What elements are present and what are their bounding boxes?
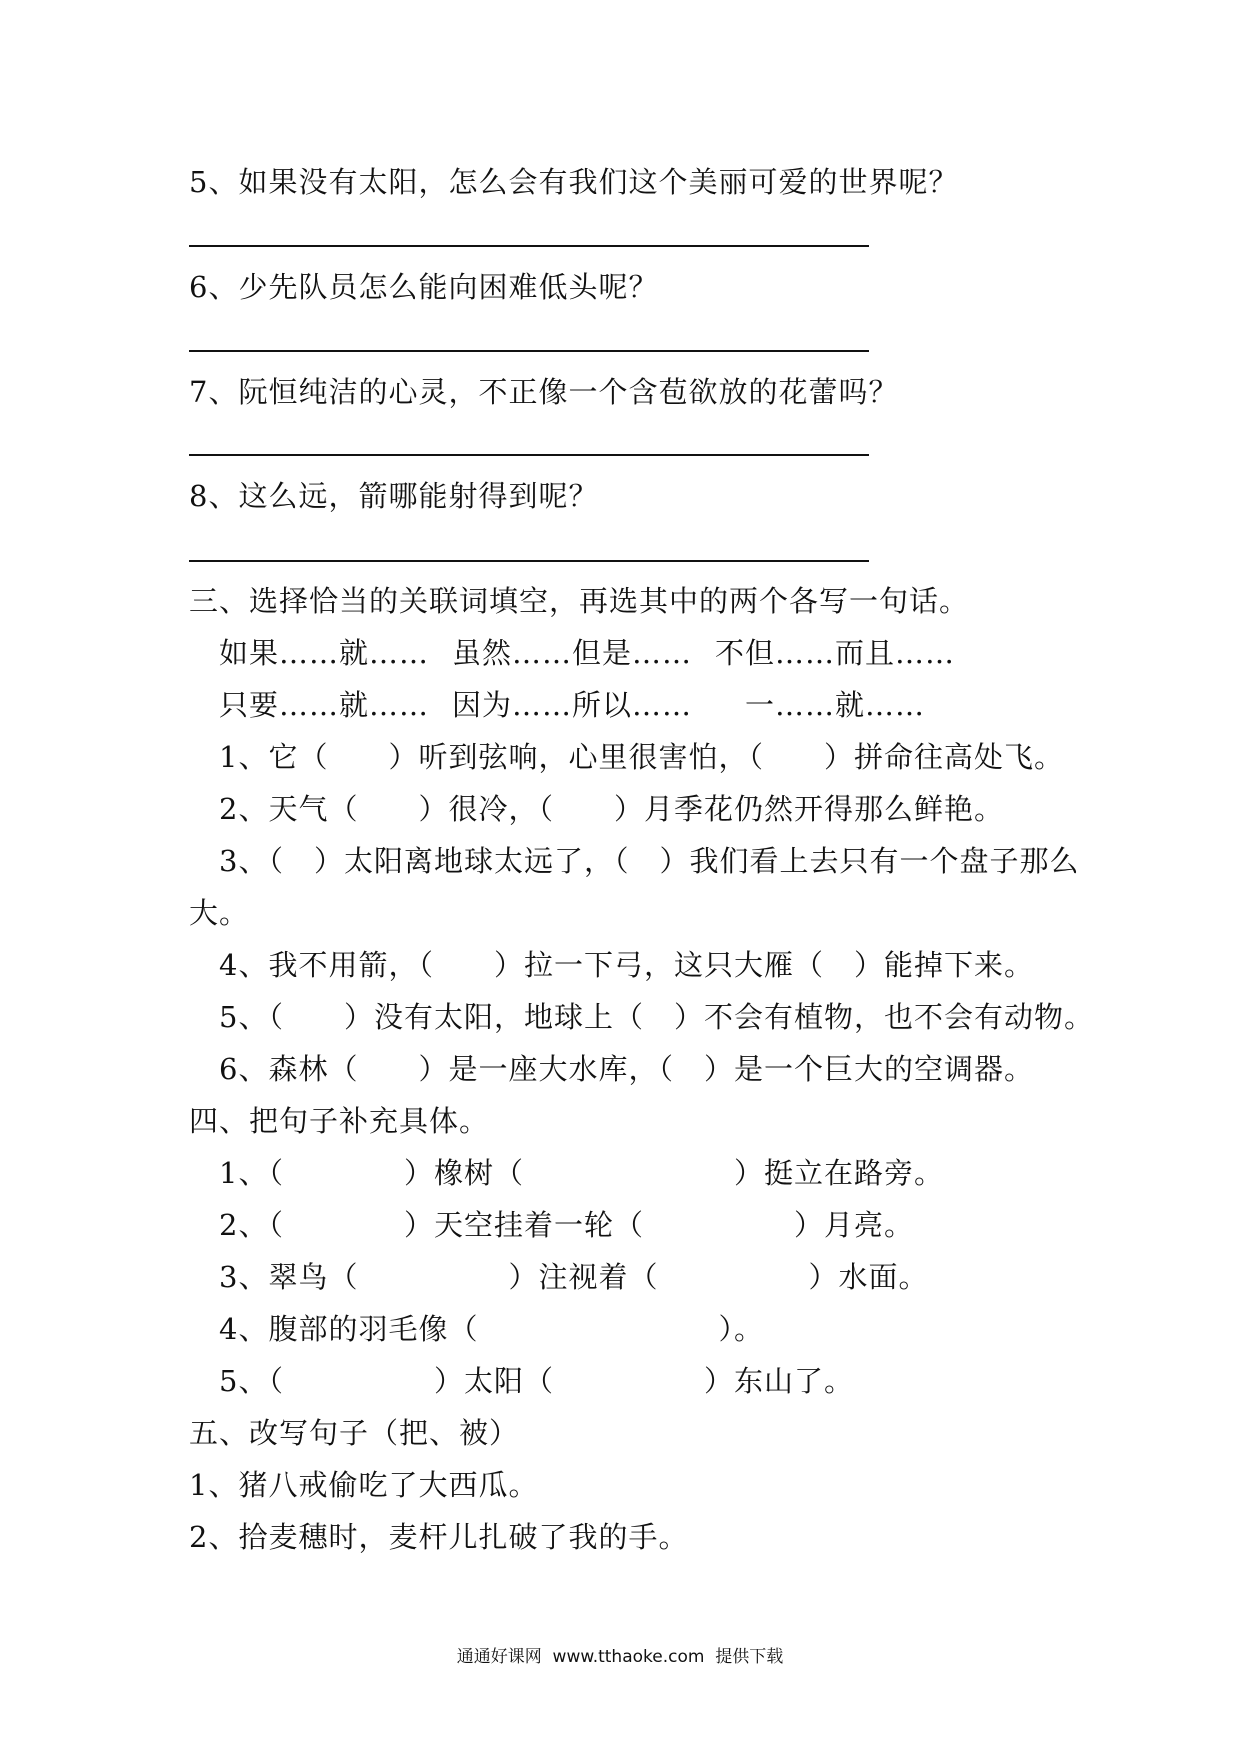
answer-line-5 xyxy=(189,245,869,247)
expand-item: 1、（ ）橡树（ ）挺立在路旁。 xyxy=(219,1156,944,1190)
answer-line-6 xyxy=(189,350,869,352)
fill-item: 2、天气（ ）很冷，（ ）月季花仍然开得那么鲜艳。 xyxy=(219,792,1004,826)
answer-line-8 xyxy=(189,560,869,562)
conjunction-option: 虽然……但是…… xyxy=(452,636,693,670)
question-5: 5、如果没有太阳，怎么会有我们这个美丽可爱的世界呢？ xyxy=(189,165,959,199)
answer-line-7 xyxy=(189,454,869,456)
fill-item: 6、森林（ ）是一座大水库，（ ）是一个巨大的空调器。 xyxy=(219,1052,1034,1086)
question-7: 7、阮恒纯洁的心灵，不正像一个含苞欲放的花蕾吗？ xyxy=(189,375,899,409)
rewrite-item: 2、拾麦穗时，麦杆儿扎破了我的手。 xyxy=(189,1520,689,1554)
fill-item: 4、我不用箭，（ ）拉一下弓，这只大雁（ ）能掉下来。 xyxy=(219,948,1034,982)
footer-credit: 通通好课网 www.tthaoke.com 提供下载 xyxy=(456,1647,784,1667)
section-3-title: 三、选择恰当的关联词填空，再选其中的两个各写一句话。 xyxy=(189,584,970,618)
expand-item: 2、（ ）天空挂着一轮（ ）月亮。 xyxy=(219,1208,914,1242)
fill-item: 3、（ ）太阳离地球太远了，（ ）我们看上去只有一个盘子那么 xyxy=(219,844,1080,878)
expand-item: 5、（ ）太阳（ ）东山了。 xyxy=(219,1364,854,1398)
conjunction-option: 因为……所以…… xyxy=(452,688,693,722)
fill-item: 1、它（ ）听到弦响，心里很害怕，（ ）拼命往高处飞。 xyxy=(219,740,1064,774)
question-6: 6、少先队员怎么能向困难低头呢？ xyxy=(189,270,659,304)
conjunction-option: 一……就…… xyxy=(745,688,926,722)
section-5-title: 五、改写句子（把、被） xyxy=(189,1416,520,1450)
fill-item: 5、（ ）没有太阳，地球上（ ）不会有植物，也不会有动物。 xyxy=(219,1000,1094,1034)
section-4-title: 四、把句子补充具体。 xyxy=(189,1104,490,1138)
fill-item-continuation: 大。 xyxy=(189,896,250,930)
expand-item: 4、腹部的羽毛像（ ）。 xyxy=(219,1312,764,1346)
question-8: 8、这么远，箭哪能射得到呢？ xyxy=(189,479,599,513)
conjunction-option: 只要……就…… xyxy=(219,688,430,722)
expand-item: 3、翠鸟（ ）注视着（ ）水面。 xyxy=(219,1260,929,1294)
rewrite-item: 1、猪八戒偷吃了大西瓜。 xyxy=(189,1468,539,1502)
conjunction-option: 不但……而且…… xyxy=(715,636,956,670)
conjunction-option: 如果……就…… xyxy=(219,636,430,670)
